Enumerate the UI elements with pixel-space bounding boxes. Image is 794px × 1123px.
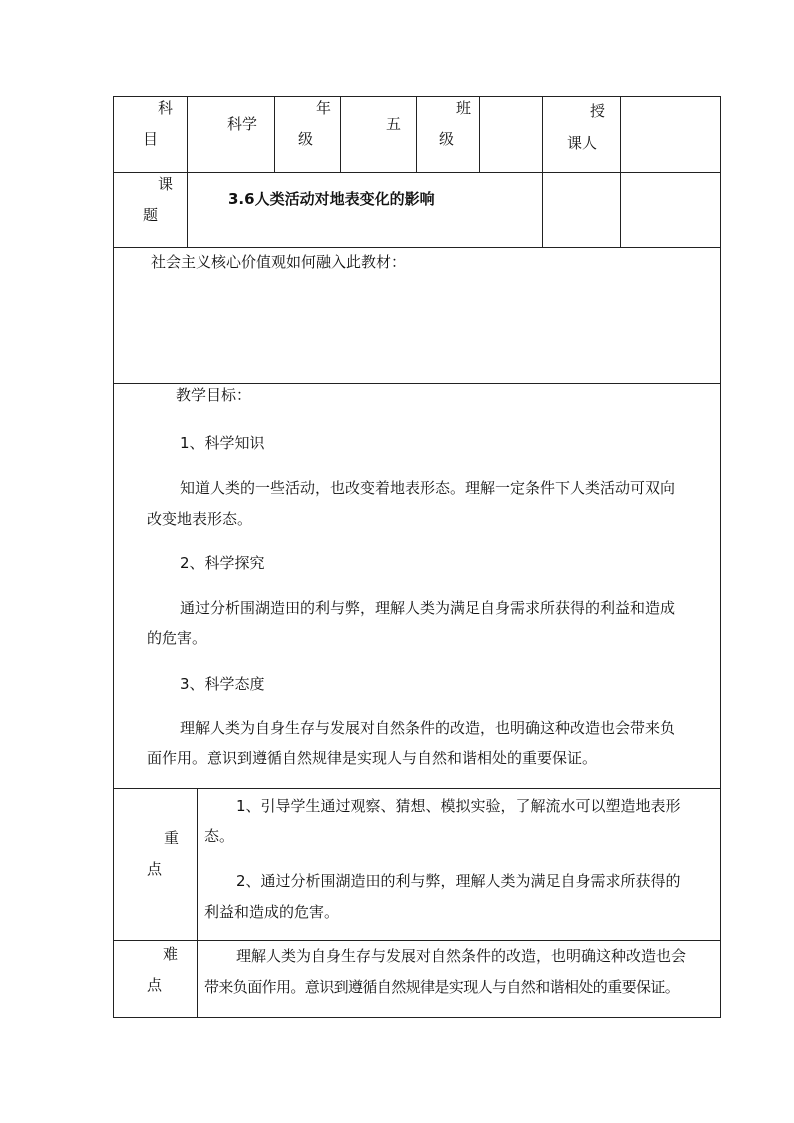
subject-value: 科学 (227, 115, 258, 133)
difficult-points-label: 点 (147, 976, 163, 994)
grade-value: 五 (386, 115, 402, 133)
grid-line (197, 788, 198, 1017)
difficult-point-text: 理解人类为自身生存与发展对自然条件的改造，也明确这种改造也会 (236, 947, 687, 965)
objective-text: 面作用。意识到遵循自然规律是实现人与自然和谐相处的重要保证。 (147, 749, 598, 767)
objective-text: 改变地表形态。 (147, 510, 253, 528)
grid-line (542, 172, 543, 247)
class-label: 班 (456, 99, 472, 117)
grid-line (620, 96, 621, 172)
key-points-label: 点 (147, 860, 163, 878)
objective-text: 的危害。 (147, 629, 208, 647)
grid-line (113, 383, 721, 384)
objective-text: 通过分析围湖造田的利与弊，理解人类为满足自身需求所获得的利益和造成 (180, 599, 676, 617)
teacher-label: 授 (590, 102, 606, 120)
grid-line (113, 172, 721, 173)
topic-label: 课 (158, 175, 174, 193)
grid-line (113, 247, 721, 248)
key-point-text: 利益和造成的危害。 (204, 903, 340, 921)
grid-line (416, 96, 417, 172)
objective-text: 知道人类的一些活动，也改变着地表形态。理解一定条件下人类活动可双向 (180, 479, 676, 497)
grid-line (720, 96, 721, 1018)
grade-label: 级 (298, 130, 314, 148)
difficult-point-text: 带来负面作用。意识到遵循自然规律是实现人与自然和谐相处的重要保证。 (204, 978, 680, 996)
class-label: 级 (439, 130, 455, 148)
grid-line (274, 96, 275, 172)
key-point-text: 2、通过分析围湖造田的利与弊，理解人类为满足自身需求所获得的 (236, 872, 681, 890)
subject-label: 目 (143, 130, 159, 148)
grade-label: 年 (316, 99, 332, 117)
grid-line (479, 96, 480, 172)
key-point-text: 态。 (204, 827, 235, 845)
grid-line (113, 96, 114, 1018)
topic-title: 3.6人类活动对地表变化的影响 (228, 190, 435, 208)
grid-line (113, 1017, 721, 1018)
grid-line (187, 96, 188, 172)
objectives-title: 教学目标： (176, 386, 252, 404)
objective-heading: 2、科学探究 (180, 554, 265, 572)
objective-heading: 1、科学知识 (180, 434, 265, 452)
topic-label: 题 (143, 206, 159, 224)
grid-line (113, 940, 721, 941)
teacher-label: 课人 (567, 134, 598, 152)
grid-line (340, 96, 341, 172)
objective-text: 理解人类为自身生存与发展对自然条件的改造，也明确这种改造也会带来负 (180, 719, 676, 737)
key-points-label: 重 (164, 829, 180, 847)
grid-line (620, 172, 621, 247)
grid-line (113, 96, 721, 97)
objective-heading: 3、科学态度 (180, 675, 265, 693)
difficult-points-label: 难 (163, 945, 179, 963)
subject-label: 科 (158, 99, 174, 117)
grid-line (542, 96, 543, 172)
values-prompt: 社会主义核心价值观如何融入此教材： (151, 253, 407, 271)
key-point-text: 1、引导学生通过观察、猜想、模拟实验，了解流水可以塑造地表形 (236, 797, 681, 815)
grid-line (187, 172, 188, 247)
grid-line (113, 788, 721, 789)
